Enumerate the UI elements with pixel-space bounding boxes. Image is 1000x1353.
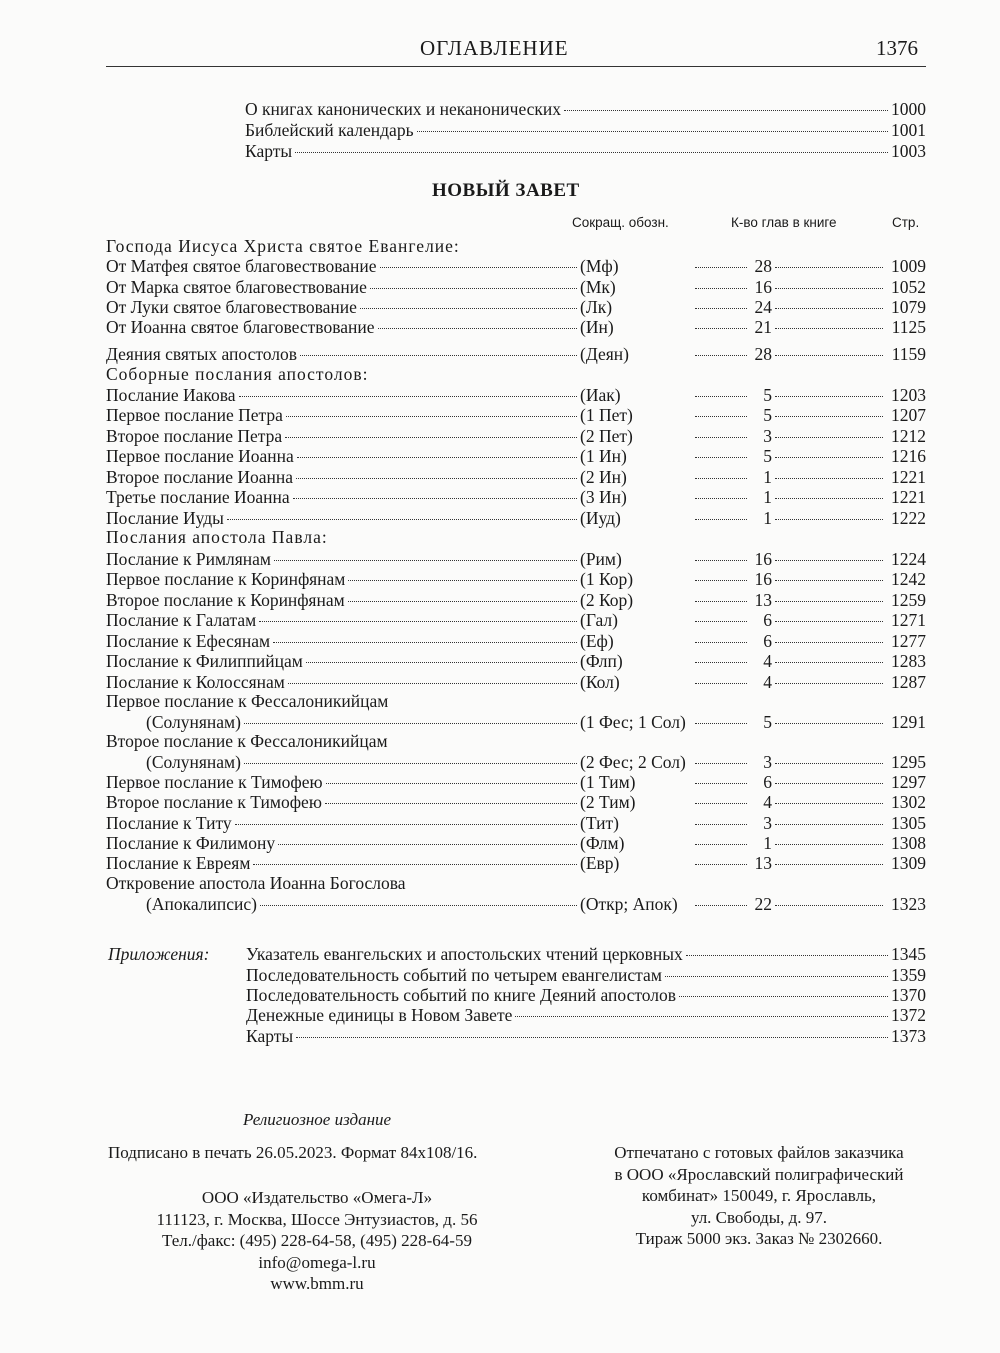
- book-title-line1: Первое послание к Фессалоникийцам: [106, 691, 389, 711]
- appendix-entry[interactable]: Последовательность событий по книге Деяний апостолов 1370: [246, 985, 926, 1005]
- book-page: 1309: [891, 853, 926, 873]
- book-abbr: (Мк): [580, 277, 616, 297]
- book-entry[interactable]: [106, 426, 926, 447]
- book-abbr: (Ин): [580, 317, 614, 337]
- section-title: НОВЫЙ ЗАВЕТ: [432, 180, 580, 201]
- book-abbr: (Флп): [580, 651, 623, 671]
- book-chapters: 28: [692, 344, 772, 365]
- book-title: Послание Иуды: [106, 508, 580, 529]
- book-title: Послание к Титу: [106, 813, 580, 834]
- book-chapters: 3: [692, 426, 772, 447]
- book-title: Третье послание Иоанна: [106, 487, 580, 508]
- appendix-entry[interactable]: Последовательность событий по четырем евангелистам 1359: [246, 965, 926, 985]
- book-chapters: 24: [692, 297, 772, 318]
- book-entry[interactable]: [106, 467, 926, 488]
- appendix-entry[interactable]: Карты 1373: [246, 1026, 926, 1046]
- book-abbr: (1 Фес; 1 Сол): [580, 712, 686, 732]
- book-chapters: 5: [692, 385, 772, 406]
- book-abbr: (1 Кор): [580, 569, 634, 589]
- book-title: Послание к Филимону: [106, 833, 580, 854]
- book-abbr: (2 Тим): [580, 792, 636, 812]
- book-chapters: 16: [692, 549, 772, 570]
- book-entry[interactable]: [106, 651, 926, 672]
- book-entry[interactable]: [106, 277, 926, 298]
- book-abbr: (1 Ин): [580, 446, 627, 466]
- appendix-entry[interactable]: Денежные единицы в Новом Завете 1372: [246, 1005, 926, 1025]
- book-title: Первое послание к Коринфянам: [106, 569, 580, 590]
- book-abbr: (Евр): [580, 853, 620, 873]
- column-header-chapters: К-во глав в книге: [731, 215, 837, 230]
- publisher-website: www.bmm.ru: [270, 1274, 364, 1293]
- circulation: Тираж 5000 экз. Заказ № 2302660.: [635, 1229, 883, 1248]
- book-chapters: 4: [692, 672, 772, 693]
- header-divider: [106, 66, 926, 67]
- book-abbr: (Кол): [580, 672, 620, 692]
- book-title: Послание Иакова: [106, 385, 580, 406]
- book-page: 1295: [891, 752, 926, 772]
- book-chapters: 6: [692, 610, 772, 631]
- group-heading-pauline: Послания апостола Павла:: [106, 527, 328, 547]
- book-title: Первое послание к Тимофею: [106, 772, 580, 793]
- book-page: 1221: [891, 487, 926, 507]
- book-chapters: 1: [692, 833, 772, 854]
- book-entry[interactable]: [106, 297, 926, 318]
- book-title: Второе послание к Тимофею: [106, 792, 580, 813]
- book-entry[interactable]: [106, 385, 926, 406]
- book-page: 1297: [891, 772, 926, 792]
- book-page: 1271: [891, 610, 926, 630]
- book-chapters: 3: [692, 813, 772, 834]
- book-abbr: (Иуд): [580, 508, 621, 528]
- book-title: (Солунянам): [106, 712, 580, 733]
- appendix-entry[interactable]: Указатель евангельских и апостольских чтений церковных 1345: [246, 944, 926, 964]
- book-entry[interactable]: [106, 610, 926, 631]
- book-chapters: 1: [692, 508, 772, 529]
- book-entry[interactable]: [106, 894, 926, 915]
- book-title: От Матфея святое благовествование: [106, 256, 580, 277]
- book-page: 1009: [891, 256, 926, 276]
- book-entry[interactable]: [106, 853, 926, 874]
- book-title: Послание к Галатам: [106, 610, 580, 631]
- book-abbr: (1 Тим): [580, 772, 636, 792]
- book-page: 1308: [891, 833, 926, 853]
- page-title: ОГЛАВЛЕНИЕ: [420, 36, 569, 60]
- book-page: 1302: [891, 792, 926, 812]
- book-chapters: 5: [692, 405, 772, 426]
- column-header-page: Стр.: [892, 215, 920, 230]
- page-number: 1376: [876, 36, 918, 60]
- book-entry[interactable]: [106, 317, 926, 338]
- book-abbr: (3 Ин): [580, 487, 627, 507]
- book-abbr: (Иак): [580, 385, 621, 405]
- book-page: 1323: [891, 894, 926, 914]
- book-title: Второе послание к Коринфянам: [106, 590, 580, 611]
- book-title: Послание к Евреям: [106, 853, 580, 874]
- book-entry[interactable]: [106, 569, 926, 590]
- book-chapters: 6: [692, 772, 772, 793]
- book-page: 1242: [891, 569, 926, 589]
- book-title: Послание к Филиппийцам: [106, 651, 580, 672]
- book-abbr: (1 Пет): [580, 405, 633, 425]
- book-chapters: 13: [692, 590, 772, 611]
- book-page: 1259: [891, 590, 926, 610]
- book-page: 1212: [891, 426, 926, 446]
- book-entry[interactable]: [106, 792, 926, 813]
- book-page: 1287: [891, 672, 926, 692]
- book-title: Первое послание Иоанна: [106, 446, 580, 467]
- book-page: 1207: [891, 405, 926, 425]
- book-page: 1291: [891, 712, 926, 732]
- printer-info: Отпечатано с готовых файлов заказчика в ООО «Ярославский полиграфический комбинат» 150049, г. Ярославль, ул. Свободы, д. 97. Тираж 5000 экз. Заказ № 2302660.: [584, 1142, 934, 1250]
- toc-entry[interactable]: [245, 141, 926, 162]
- book-abbr: (Откр; Апок): [580, 894, 678, 914]
- column-header-abbr: Сокращ. обозн.: [572, 215, 669, 230]
- book-entry[interactable]: [106, 256, 926, 277]
- book-page: 1159: [891, 344, 926, 364]
- book-entry[interactable]: [106, 631, 926, 652]
- print-date: Подписано в печать 26.05.2023. Формат 84x108/16.: [108, 1143, 478, 1162]
- entry-page: 1003: [891, 141, 926, 161]
- appendix-label: Приложения:: [108, 944, 210, 964]
- book-abbr: (Еф): [580, 631, 614, 651]
- book-title: Второе послание Петра: [106, 426, 580, 447]
- book-chapters: 21: [692, 317, 772, 338]
- book-entry[interactable]: [106, 405, 926, 426]
- book-page: 1125: [891, 317, 926, 337]
- book-abbr: (Рим): [580, 549, 622, 569]
- entry-page: 1001: [891, 120, 926, 140]
- book-abbr: (Лк): [580, 297, 613, 317]
- book-title: От Иоанна святое благовествование: [106, 317, 580, 338]
- book-title: Послание к Римлянам: [106, 549, 580, 570]
- book-entry[interactable]: [106, 508, 926, 529]
- toc-entry[interactable]: [245, 120, 926, 141]
- book-page: 1203: [891, 385, 926, 405]
- book-chapters: 28: [692, 256, 772, 277]
- book-title: От Марка святое благовествование: [106, 277, 580, 298]
- book-entry[interactable]: [106, 590, 926, 611]
- book-entry[interactable]: [106, 549, 926, 570]
- book-chapters: 4: [692, 651, 772, 672]
- publisher-info: ООО «Издательство «Омега-Л» 111123, г. Москва, Шоссе Энтузиастов, д. 56 Тел./факс: (495) 228-64-58, (495) 228-64-59 info@omega-l.ru www.bmm.ru: [108, 1187, 526, 1295]
- book-entry[interactable]: [106, 487, 926, 508]
- entry-page: 1000: [891, 99, 926, 119]
- religious-edition-note: Религиозное издание: [243, 1110, 392, 1129]
- book-chapters: 4: [692, 792, 772, 813]
- book-abbr: (2 Пет): [580, 426, 633, 446]
- entry-title: Карты: [245, 141, 293, 161]
- book-abbr: (Гал): [580, 610, 618, 630]
- book-chapters: 1: [692, 487, 772, 508]
- book-chapters: 1: [692, 467, 772, 488]
- book-entry[interactable]: [106, 672, 926, 693]
- entry-title: Библейский календарь: [245, 120, 414, 140]
- book-page: 1052: [891, 277, 926, 297]
- book-chapters: 3: [692, 752, 772, 773]
- book-title-line1: Второе послание к Фессалоникийцам: [106, 731, 388, 751]
- book-entry[interactable]: [106, 772, 926, 793]
- book-page: 1277: [891, 631, 926, 651]
- book-page: 1221: [891, 467, 926, 487]
- book-page: 1222: [891, 508, 926, 528]
- book-chapters: 16: [692, 277, 772, 298]
- book-abbr: (2 Кор): [580, 590, 634, 610]
- group-heading-gospels: Господа Иисуса Христа святое Евангелие:: [106, 236, 460, 256]
- book-page: 1305: [891, 813, 926, 833]
- book-abbr: (Деян): [580, 344, 629, 364]
- publisher-email: info@omega-l.ru: [258, 1252, 376, 1272]
- book-page: 1224: [891, 549, 926, 569]
- book-title: Деяния святых апостолов: [106, 344, 580, 365]
- book-entry[interactable]: [106, 712, 926, 733]
- book-page: 1216: [891, 446, 926, 466]
- book-chapters: 16: [692, 569, 772, 590]
- book-page: 1079: [891, 297, 926, 317]
- book-chapters: 6: [692, 631, 772, 652]
- book-abbr: (2 Ин): [580, 467, 627, 487]
- book-chapters: 22: [692, 894, 772, 915]
- book-chapters: 13: [692, 853, 772, 874]
- book-title: Послание к Колоссянам: [106, 672, 580, 693]
- book-title-line1: Откровение апостола Иоанна Богослова: [106, 873, 406, 893]
- book-chapters: 5: [692, 446, 772, 467]
- book-entry[interactable]: [106, 752, 926, 773]
- book-entry[interactable]: [106, 813, 926, 834]
- book-abbr: (Тит): [580, 813, 619, 833]
- group-heading-catholic: Соборные послания апостолов:: [106, 364, 369, 384]
- book-page: 1283: [891, 651, 926, 671]
- book-abbr: (Мф): [580, 256, 619, 276]
- book-abbr: (2 Фес; 2 Сол): [580, 752, 686, 772]
- book-title: Послание к Ефесянам: [106, 631, 580, 652]
- book-title: (Апокалипсис): [106, 894, 580, 915]
- book-abbr: (Флм): [580, 833, 625, 853]
- book-entry[interactable]: [106, 446, 926, 467]
- toc-entry[interactable]: [245, 99, 926, 120]
- book-title: (Солунянам): [106, 752, 580, 773]
- entry-title: О книгах канонических и неканонических: [245, 99, 562, 119]
- book-title: Первое послание Петра: [106, 405, 580, 426]
- book-chapters: 5: [692, 712, 772, 733]
- book-entry[interactable]: [106, 344, 926, 365]
- book-entry[interactable]: [106, 833, 926, 854]
- book-title: От Луки святое благовествование: [106, 297, 580, 318]
- book-title: Второе послание Иоанна: [106, 467, 580, 488]
